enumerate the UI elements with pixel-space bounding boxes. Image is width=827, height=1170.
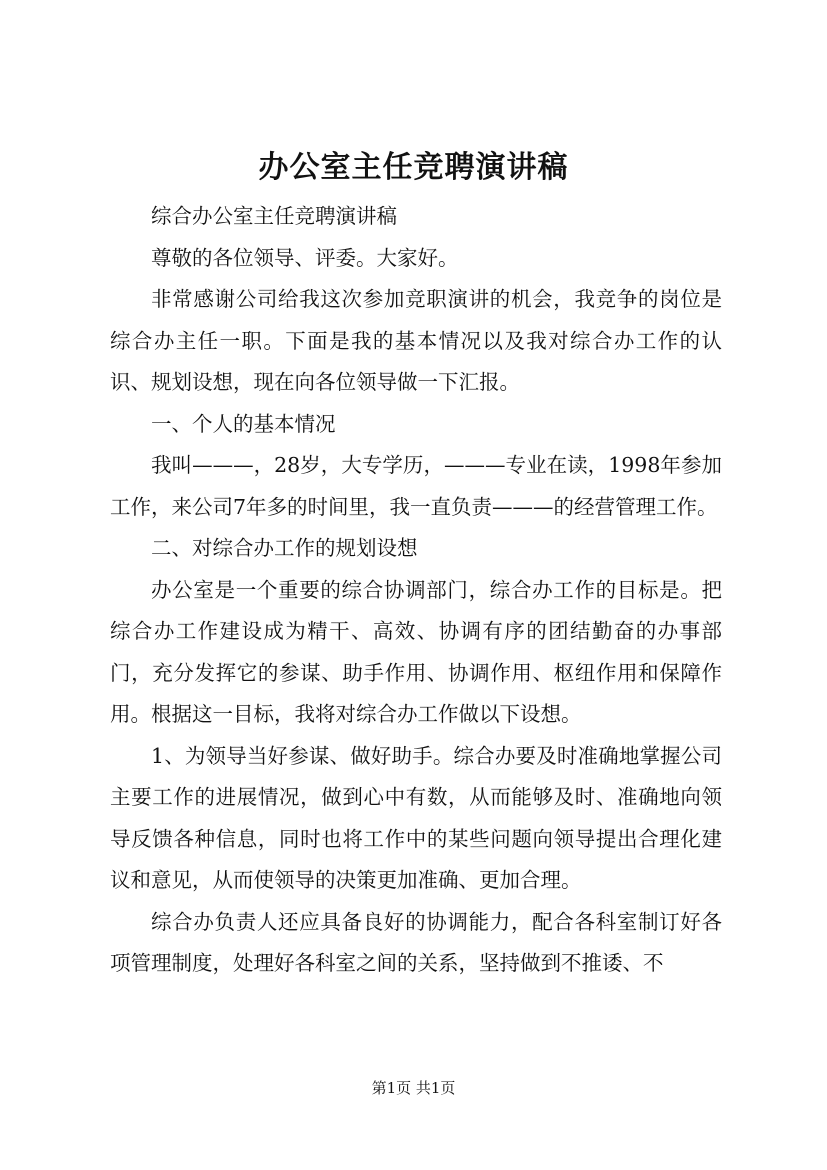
document-title: 办公室主任竞聘演讲稿 — [258, 150, 569, 185]
paragraph-office-goal: 办公室是一个重要的综合协调部门，综合办工作的目标是。把综合办工作建设成为精干、高效、协调有序的团结勤奋的办事部门，充分发挥它的参谋、助手作用、协调作用、枢纽作用和保障作用。根据这一目标，我将对综合办工作做以下设想。 — [110, 577, 722, 726]
page-footer: 第1页 共1页 — [371, 1079, 456, 1097]
section-heading-basic-info: 一、个人的基本情况 — [151, 411, 336, 436]
section-heading-plan: 二、对综合办工作的规划设想 — [151, 536, 418, 560]
paragraph-coordination: 综合办负责人还应具备良好的协调能力，配合各科室制订好各项管理制度，处理好各科室之间的关系，坚持做到不推诿、不 — [110, 909, 722, 975]
document-body — [110, 196, 722, 985]
paragraph-basic-info: 我叫———，28岁，大专学历，———专业在读，1998年参加工作，来公司7年多的时间里，我一直负责———的经营管理工作。 — [110, 453, 722, 519]
paragraph-intro: 非常感谢公司给我这次参加竞职演讲的机会，我竞争的岗位是综合办主任一职。下面是我的基本情况以及我对综合办工作的认识、规划设想，现在向各位领导做一下汇报。 — [110, 287, 722, 394]
paragraph-greeting: 尊敬的各位领导、评委。大家好。 — [151, 245, 459, 270]
paragraph-point-1: 1、为领导当好参谋、做好助手。综合办要及时准确地掌握公司主要工作的进展情况，做到心中有数，从而能够及时、准确地向领导反馈各种信息，同时也将工作中的某些问题向领导提出合理化建议和意见，从而使领导的决策更加准确、更加合理。 — [110, 743, 722, 892]
paragraph-subtitle: 综合办公室主任竞聘演讲稿 — [151, 204, 397, 228]
